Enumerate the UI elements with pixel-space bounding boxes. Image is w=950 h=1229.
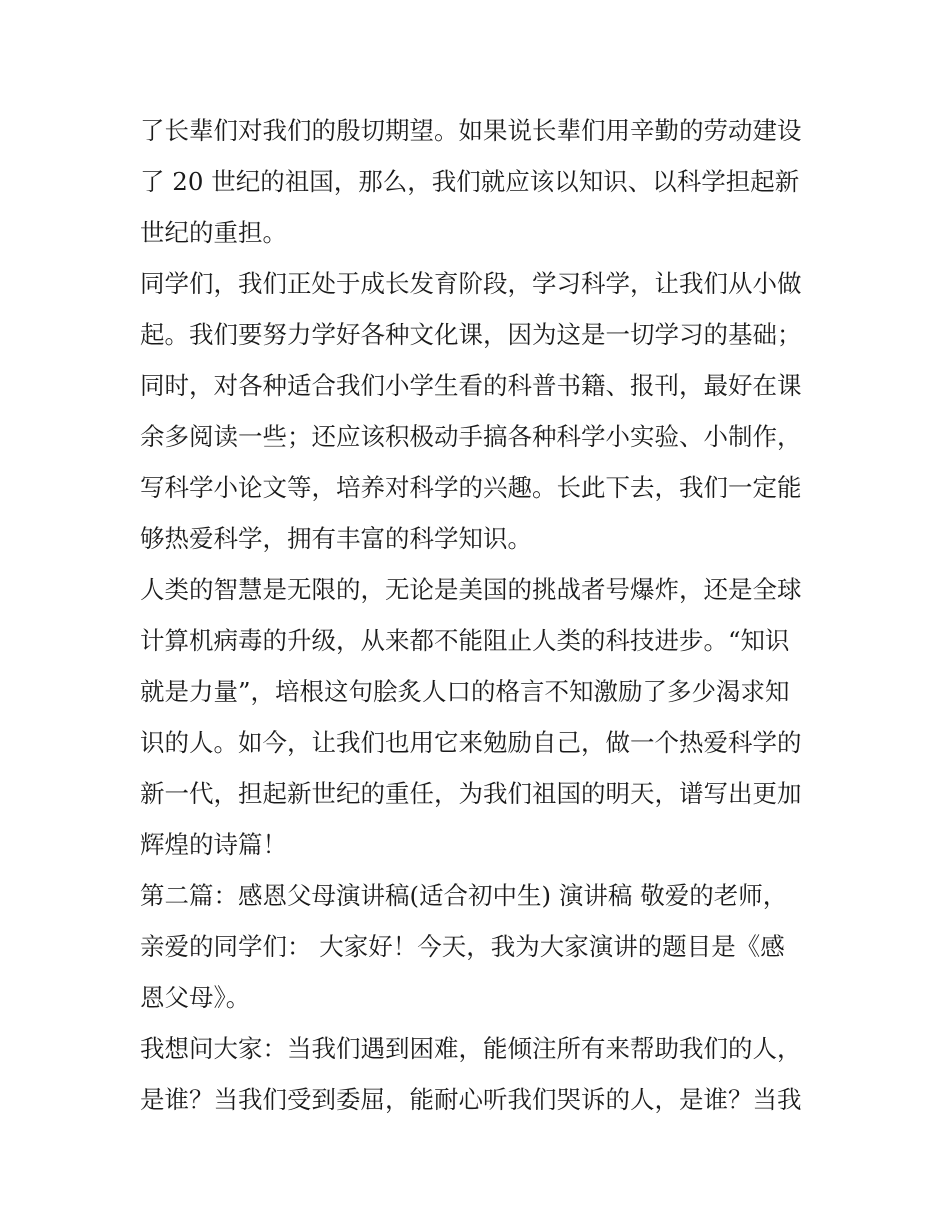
text-line: 是谁？当我们受到委屈，能耐心听我们哭诉的人，是谁？当我 <box>140 1085 802 1114</box>
text-line: 了长辈们对我们的殷切期望。如果说长辈们用辛勤的劳动建设 <box>140 116 802 145</box>
text-line: 同学们，我们正处于成长发育阶段，学习科学，让我们从小做 <box>140 269 802 298</box>
document-body <box>140 105 820 1125</box>
text-line: 余多阅读一些；还应该积极动手搞各种科学小实验、小制作， <box>140 422 802 451</box>
text-line: 写科学小论文等，培养对科学的兴趣。长此下去，我们一定能 <box>140 473 802 502</box>
text-line: 够热爱科学，拥有丰富的科学知识。 <box>140 524 532 553</box>
text-line: 恩父母》。 <box>140 983 251 1012</box>
text-line: 识的人。如今，让我们也用它来勉励自己，做一个热爱科学的 <box>140 728 802 757</box>
text-line: 我想问大家：当我们遇到困难，能倾注所有来帮助我们的人， <box>140 1034 802 1063</box>
text-line: 同时，对各种适合我们小学生看的科普书籍、报刊，最好在课 <box>140 371 802 400</box>
text-line: 了 20 世纪的祖国，那么，我们就应该以知识、以科学担起新 <box>140 167 800 196</box>
text-line: 世纪的重担。 <box>140 218 287 247</box>
text-line: 新一代，担起新世纪的重任，为我们祖国的明天，谱写出更加 <box>140 779 802 808</box>
text-line: 计算机病毒的升级，从来都不能阻止人类的科技进步。“知识 <box>140 626 790 655</box>
text-line: 就是力量”，培根这句脍炙人口的格言不知激励了多少渴求知 <box>140 677 790 706</box>
text-line: 人类的智慧是无限的，无论是美国的挑战者号爆炸，还是全球 <box>140 575 802 604</box>
text-line: 辉煌的诗篇！ <box>140 830 287 859</box>
text-line: 起。我们要努力学好各种文化课，因为这是一切学习的基础； <box>140 320 802 349</box>
text-line: 亲爱的同学们： 大家好！今天，我为大家演讲的题目是《感 <box>140 932 785 961</box>
text-line: 第二篇：感恩父母演讲稿(适合初中生) 演讲稿 敬爱的老师， <box>140 881 788 910</box>
